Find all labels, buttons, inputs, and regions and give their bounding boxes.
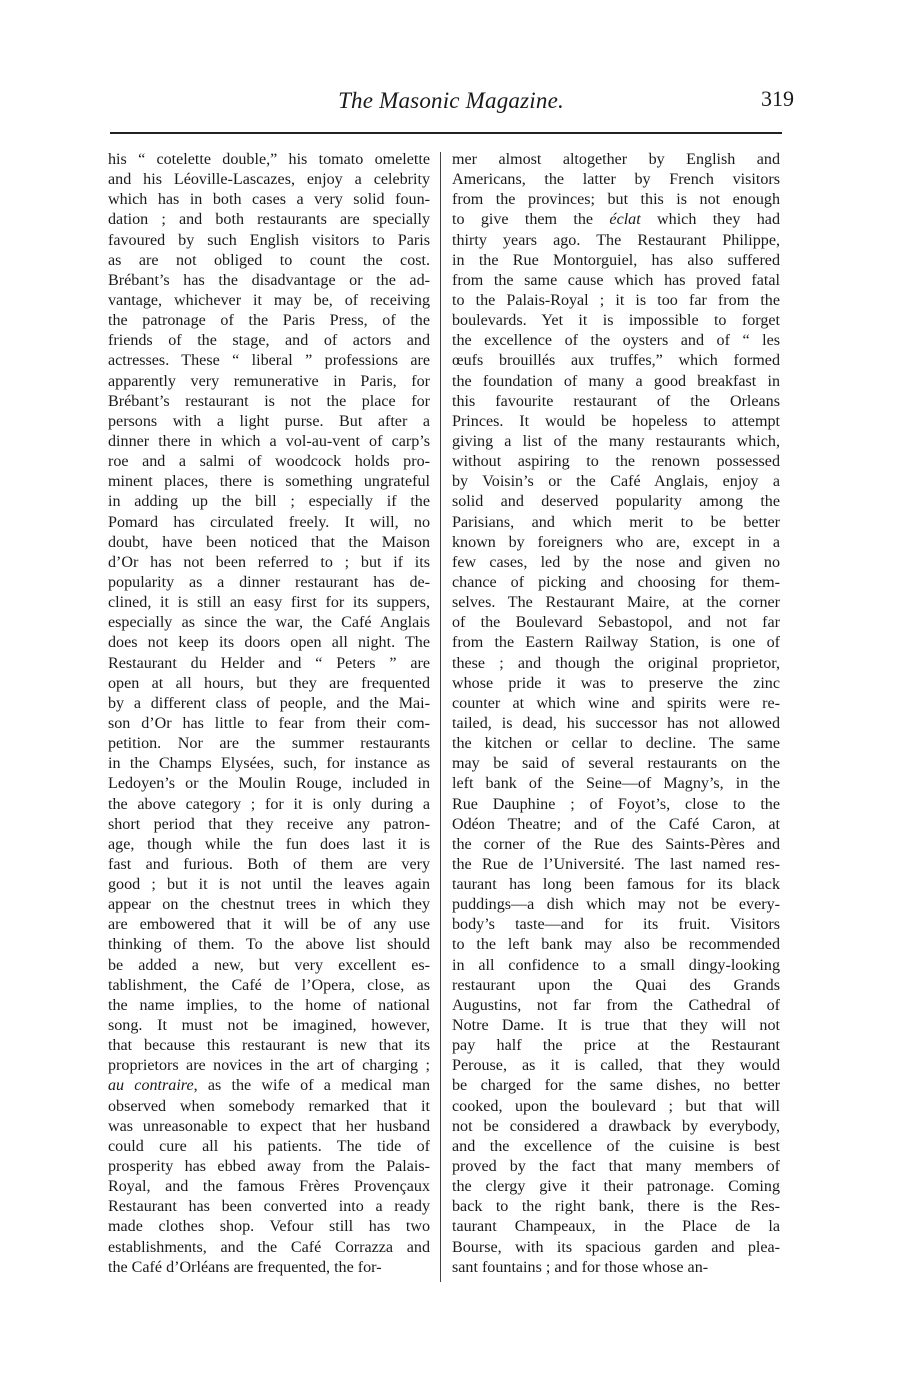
text-line: in all confidence to a small dingy-looking (452, 956, 780, 974)
text-line: dation ; and both restaurants are specially (108, 211, 430, 229)
text-line: by Voisin’s or the Café Anglais, enjoy a (452, 473, 780, 491)
text-line: persons with a light purse. But after a (108, 412, 430, 430)
right-column (452, 150, 780, 1278)
text-line: Royal, and the famous Frères Provençaux (108, 1178, 430, 1196)
text-line: taurant Champeaux, in the Place de la (452, 1218, 780, 1236)
text-line: are embowered that it will be of any use (108, 916, 430, 934)
text-line: thinking of them. To the above list should (108, 936, 430, 954)
text-line: could cure all his patients. The tide of (108, 1137, 430, 1155)
text-line: the clergy give it their patronage. Coming (452, 1178, 780, 1196)
text-line: Brébant’s has the disadvantage or the ad- (108, 271, 430, 289)
text-line: this favourite restaurant of the Orleans (452, 392, 780, 410)
text-line: Odéon Theatre; and of the Café Caron, at (452, 815, 780, 833)
text-line: Notre Dame. It is true that they will not (452, 1017, 780, 1035)
header-rule (110, 132, 782, 134)
left-column (108, 150, 430, 1278)
text-line: be added a new, but very excellent es- (108, 956, 430, 974)
text-line: mer almost altogether by English and (452, 151, 780, 168)
text-line: vantage, whichever it may be, of receiving (108, 291, 430, 309)
text-line: Americans, the latter by French visitors (452, 171, 780, 189)
text-line: solid and deserved popularity among the (452, 493, 780, 511)
text-line: counter at which wine and spirits were re- (452, 694, 780, 712)
text-line: body’s taste—and for its fruit. Visitors (452, 916, 780, 934)
text-line: to give them the éclat which they had (452, 211, 780, 229)
text-line: restaurant upon the Quai des Grands (452, 976, 780, 994)
text-line: does not keep its doors open all night. The (108, 634, 430, 652)
text-line: selves. The Restaurant Maire, at the corner (452, 594, 780, 612)
text-line: doubt, have been noticed that the Maison (108, 533, 430, 551)
text-line: the foundation of many a good breakfast in (452, 372, 780, 390)
text-line: tablishment, the Café de l’Opera, close, as (108, 976, 430, 994)
text-line: actresses. These “ liberal ” professions are (108, 352, 430, 370)
text-line: age, though while the fun does last it is (108, 835, 430, 853)
text-line: Bourse, with its spacious garden and plea- (452, 1238, 780, 1256)
text-line: that because this restaurant is new that its (108, 1037, 430, 1055)
text-line: the kitchen or cellar to decline. The same (452, 735, 780, 753)
text-line: Restaurant du Helder and “ Peters ” are (108, 654, 430, 672)
text-line: Pomard has circulated freely. It will, no (108, 513, 430, 531)
text-line: open at all hours, but they are frequented (108, 674, 430, 692)
text-line: the corner of the Rue des Saints-Pères and (452, 835, 780, 853)
page-number: 319 (761, 86, 794, 111)
text-line: whose pride it was to preserve the zinc (452, 674, 780, 692)
text-line: from the Eastern Railway Station, is one of (452, 634, 780, 652)
text-line: and his Léoville-Lascazes, enjoy a celebrity (108, 171, 430, 189)
text-line: to the left bank may also be recommended (452, 936, 780, 954)
text-line: son d’Or has little to fear from their com- (108, 714, 430, 732)
text-line: observed when somebody remarked that it (108, 1097, 430, 1115)
text-line: good ; but it is not until the leaves again (108, 876, 430, 894)
text-line: was unreasonable to expect that her husband (108, 1117, 430, 1135)
text-line: thirty years ago. The Restaurant Philippe, (452, 231, 780, 249)
text-line: known by foreigners who are, except in a (452, 533, 780, 551)
text-line: the name implies, to the home of national (108, 996, 430, 1014)
text-line: these ; and though the original proprietor, (452, 654, 780, 672)
text-line: from the provinces; but this is not enough (452, 191, 780, 209)
column-divider (440, 152, 441, 1282)
text-line: in the Rue Montorguiel, has also suffered (452, 251, 780, 269)
text-line: as are not obliged to count the cost. (108, 251, 430, 269)
text-line: not be considered a drawback by everybody, (452, 1117, 780, 1135)
text-line: Parisians, and which merit to be better (452, 513, 780, 531)
text-line: roe and a salmi of woodcock holds pro- (108, 453, 430, 471)
text-line: without aspiring to the renown possessed (452, 453, 780, 471)
text-line: of the Boulevard Sebastopol, and not far (452, 614, 780, 632)
text-line: in adding up the bill ; especially if the (108, 493, 430, 511)
text-line: puddings—a dish which may not be every- (452, 896, 780, 914)
text-line: Ledoyen’s or the Moulin Rouge, included in (108, 775, 430, 793)
text-line: left bank of the Seine—of Magny’s, in the (452, 775, 780, 793)
text-line: friends of the stage, and of actors and (108, 332, 430, 350)
text-line: establishments, and the Café Corrazza and (108, 1238, 430, 1256)
text-line: short period that they receive any patron- (108, 815, 430, 833)
text-line: his “ cotelette double,” his tomato omelette (108, 151, 430, 168)
text-line: favoured by such English visitors to Paris (108, 231, 430, 249)
text-line: clined, it is still an easy first for its suppers, (108, 594, 430, 612)
text-line: few cases, led by the nose and given no (452, 553, 780, 571)
text-line: pay half the price at the Restaurant (452, 1037, 780, 1055)
text-line: especially as since the war, the Café Anglais (108, 614, 430, 632)
text-line: au contraire, as the wife of a medical man (108, 1077, 430, 1095)
text-line: the excellence of the oysters and of “ les (452, 332, 780, 350)
text-line: by a different class of people, and the Mai- (108, 694, 430, 712)
text-line: the above category ; for it is only during a (108, 795, 430, 813)
text-line: tailed, is dead, his successor has not allowed (452, 714, 780, 732)
text-line: apparently very remunerative in Paris, for (108, 372, 430, 390)
text-line: proprietors are novices in the art of charging ; (108, 1057, 430, 1075)
text-line: popularity as a dinner restaurant has de- (108, 573, 430, 591)
text-line: Perouse, as it is called, that they would (452, 1057, 780, 1075)
text-line: Princes. It would be hopeless to attempt (452, 412, 780, 430)
text-line: sant fountains ; and for those whose an- (452, 1258, 709, 1276)
text-line: may be said of several restaurants on the (452, 755, 780, 773)
text-line: prosperity has ebbed away from the Palais- (108, 1158, 430, 1176)
text-line: the Rue de l’Université. The last named res- (452, 855, 780, 873)
text-line: made clothes shop. Vefour still has two (108, 1218, 430, 1236)
text-line: petition. Nor are the summer restaurants (108, 735, 430, 753)
text-line: fast and furious. Both of them are very (108, 855, 430, 873)
text-line: chance of picking and choosing for them- (452, 573, 780, 591)
text-line: appear on the chestnut trees in which they (108, 896, 430, 914)
text-line: taurant has long been famous for its black (452, 876, 780, 894)
text-line: from the same cause which has proved fatal (452, 271, 780, 289)
text-line: song. It must not be imagined, however, (108, 1017, 430, 1035)
text-line: Brébant’s restaurant is not the place for (108, 392, 430, 410)
text-line: boulevards. Yet it is impossible to forget (452, 312, 780, 330)
text-line: d’Or has not been referred to ; but if its (108, 553, 430, 571)
text-line: be charged for the same dishes, no better (452, 1077, 780, 1095)
text-line: Restaurant has been converted into a ready (108, 1198, 430, 1216)
text-line: minent places, there is something ungrateful (108, 473, 430, 491)
text-line: cooked, upon the boulevard ; but that will (452, 1097, 780, 1115)
text-line: the Café d’Orléans are frequented, the for- (108, 1258, 382, 1276)
text-line: dinner there in which a vol-au-vent of carp’s (108, 432, 430, 450)
text-line: back to the right bank, there is the Res- (452, 1198, 780, 1216)
text-line: proved by the fact that many members of (452, 1158, 780, 1176)
text-line: Augustins, not far from the Cathedral of (452, 996, 780, 1014)
text-line: and the excellence of the cuisine is best (452, 1137, 780, 1155)
text-line: Rue Dauphine ; of Foyot’s, close to the (452, 795, 780, 813)
text-line: in the Champs Elysées, such, for instance as (108, 755, 430, 773)
text-line: œufs brouillés aux truffes,” which formed (452, 352, 780, 370)
text-line: which has in both cases a very solid foun- (108, 191, 430, 209)
text-line: giving a list of the many restaurants which, (452, 432, 780, 450)
text-line: to the Palais-Royal ; it is too far from the (452, 291, 780, 309)
text-line: the patronage of the Paris Press, of the (108, 312, 430, 330)
magazine-title: The Masonic Magazine. (338, 88, 564, 113)
